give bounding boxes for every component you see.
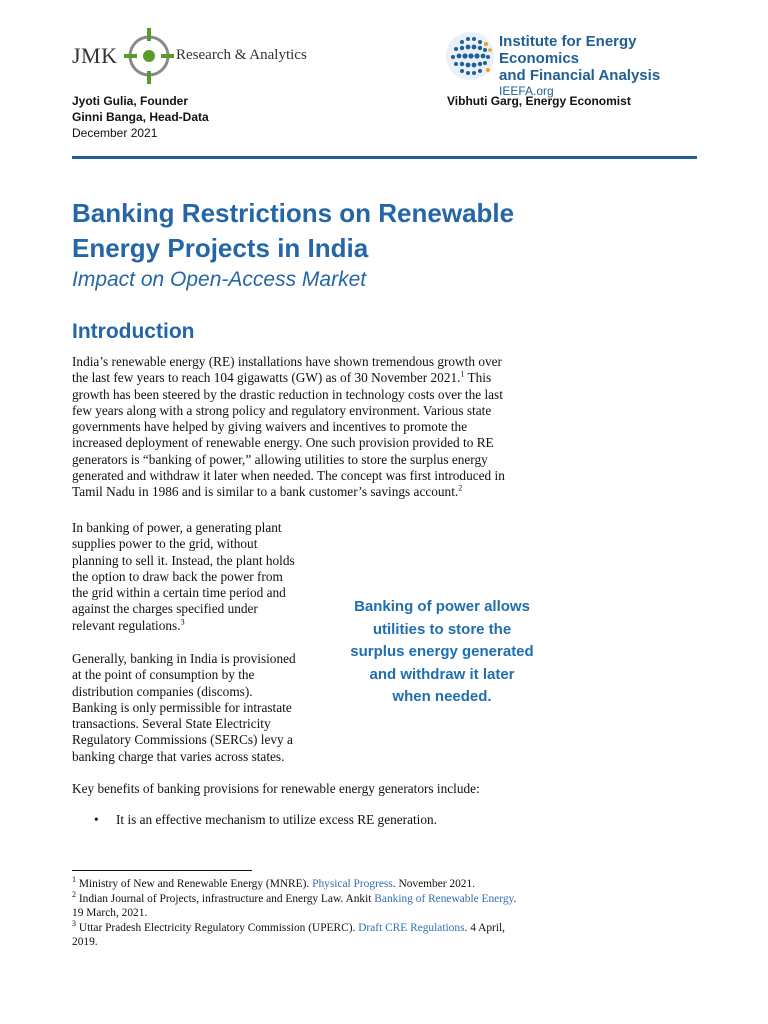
para2-line: supplies power to the grid, without <box>72 536 258 552</box>
para1-line: increased deployment of renewable energy. One such provision provided to RE <box>72 435 494 451</box>
author-block-left <box>72 93 209 141</box>
title-line-2: Energy Projects in India <box>72 233 369 263</box>
bullet-item <box>94 812 437 828</box>
para2-line: the grid within a certain time period and <box>72 585 286 601</box>
para3-line: at the point of consumption by the <box>72 667 255 683</box>
jmk-tagline: Research & Analytics <box>176 47 307 63</box>
para2-line: relevant regulations.$^3$ <box>72 617 185 633</box>
ieefa-url: IEEFA.org <box>499 84 554 98</box>
author-2: Ginni Banga, Head-Data <box>72 110 209 124</box>
intro-paragraph <box>72 354 572 501</box>
footnote-link-banking-of-renewable-energy[interactable]: Banking of Renewable Energy <box>374 892 514 905</box>
footnote-3-line2: 2019. <box>72 936 98 949</box>
para1-line: the last few years to reach 104 gigawatts (GW) as of 30 November 2021.$^1$ This <box>72 369 492 386</box>
jmk-brand: JMK <box>72 43 118 68</box>
ieefa-logo <box>444 30 704 98</box>
para1-line: Tamil Nadu in 1986 and is similar to a bank customer’s savings account.$^2$ <box>72 483 463 500</box>
footnote-ref-3[interactable]: 3 <box>180 617 185 627</box>
pull-quote-line: surplus energy generated <box>350 643 534 660</box>
crosshair-logo-icon <box>122 26 176 86</box>
para3-line: Banking is only permissible for intrastate <box>72 699 292 715</box>
globe-logo-icon <box>444 30 496 82</box>
author-1: Jyoti Gulia, Founder <box>72 94 189 108</box>
footnote-1: $^1$ Ministry of New and Renewable Energy (MNRE). Physical Progress. November 2021. <box>72 875 476 890</box>
footnote-link-physical-progress[interactable]: Physical Progress <box>312 878 393 890</box>
para1-line: India’s renewable energy (RE) installations have shown tremendous growth over <box>72 354 502 369</box>
para3-line: Regulatory Commissions (SERCs) levy a <box>72 732 293 748</box>
paragraph-2 <box>72 520 332 634</box>
para1-line: governments have helped by giving waivers and incentives to promote the <box>72 419 468 435</box>
para3-line: transactions. Several State Electricity <box>72 716 271 732</box>
footnotes <box>72 877 572 950</box>
pull-quote-line: and withdraw it later <box>369 665 515 683</box>
subtitle: Impact on Open-Access Market <box>72 268 367 291</box>
para2-line: In banking of power, a generating plant <box>72 520 282 535</box>
header-divider <box>72 156 697 159</box>
para1-line: growth has been steered by the drastic reduction in technology costs over the last <box>72 386 503 402</box>
footnote-3: $^3$ Uttar Pradesh Electricity Regulatory Commission (UPERC). Draft CRE Regulations. 4 April, <box>72 918 506 934</box>
para3-line: banking charge that varies across states. <box>72 748 285 764</box>
pull-quote <box>330 596 554 709</box>
ieefa-name-line2: and Financial Analysis <box>499 67 661 84</box>
para2-line: against the charges specified under <box>72 601 258 617</box>
para3-line: distribution companies (discoms). <box>72 683 253 699</box>
para1-line: generated and withdraw it later when needed. The concept was first introduced in <box>72 468 505 484</box>
para3-line: Generally, banking in India is provisioned <box>72 651 296 666</box>
para1-line: few years along with a strong policy and regulatory environment. Various state <box>72 402 492 418</box>
footnote-link-draft-cre-regulations[interactable]: Draft CRE Regulations <box>358 921 465 934</box>
paragraph-3 <box>72 651 332 765</box>
para1-line: generators is “banking of power,” allowing utilities to store the surplus energy <box>72 451 488 467</box>
pull-quote-line: Banking of power allows <box>354 598 530 615</box>
para2-line: planning to sell it. Instead, the plant holds <box>72 552 295 568</box>
publication-date: December 2021 <box>72 126 158 140</box>
title-line-1: Banking Restrictions on Renewable <box>72 198 515 228</box>
ieefa-name-line1: Institute for Energy Economics <box>499 33 637 67</box>
footnote-2: $^2$ Indian Journal of Projects, infrastructure and Energy Law. Ankit Banking of Renewable Energy. <box>72 889 517 905</box>
footnote-divider <box>72 870 252 871</box>
bullet-icon: • <box>94 812 99 827</box>
section-heading: Introduction <box>72 320 195 343</box>
footnote-2-line2: 19 March, 2021. <box>72 907 148 920</box>
benefits-intro: Key benefits of banking provisions for renewable energy generators include: <box>72 781 480 796</box>
jmk-logo <box>72 26 312 86</box>
para2-line: the option to draw back the power from <box>72 568 283 584</box>
footnote-ref-1[interactable]: 1 <box>460 369 465 379</box>
pull-quote-line: utilities to store the <box>372 620 512 638</box>
bullet-text: It is an effective mechanism to utilize excess RE generation. <box>116 812 437 827</box>
footnote-ref-2[interactable]: 2 <box>458 483 463 493</box>
pull-quote-line: when needed. <box>392 688 492 705</box>
title-block <box>72 196 692 292</box>
author-right: Vibhuti Garg, Energy Economist <box>447 94 631 108</box>
